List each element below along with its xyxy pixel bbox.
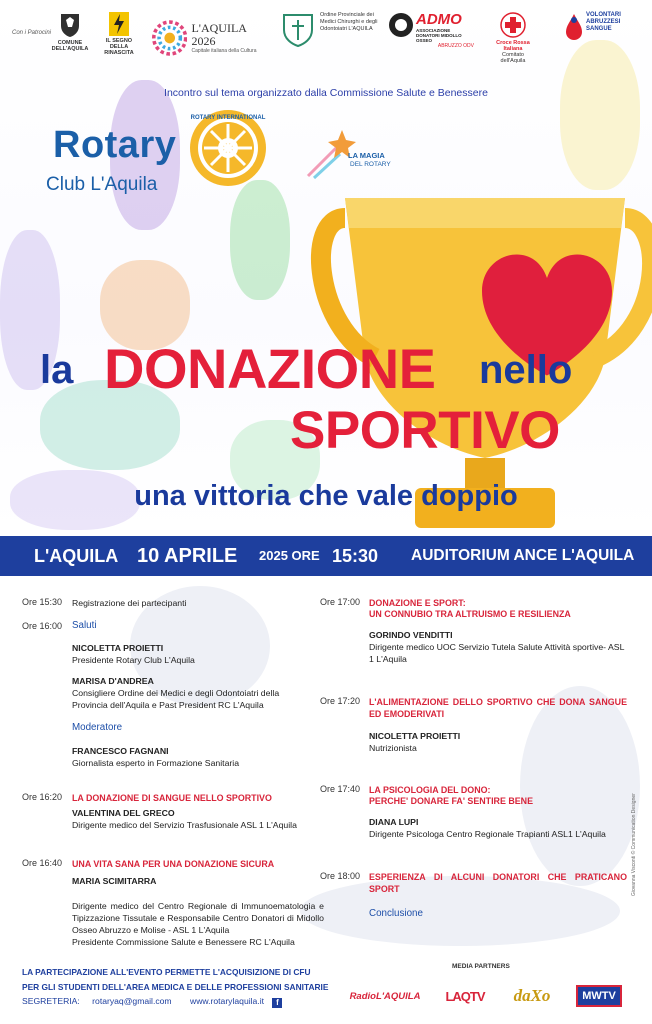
speaker-name: VALENTINA DEL GRECO [72, 808, 175, 818]
media-logo-mw-tv: MWTV [570, 978, 628, 1014]
patronage-label: Con i Patrocini [12, 30, 52, 36]
logo-croce-rossa: Croce Rossa Italiana Comitato dell'Aquila [490, 12, 536, 64]
logo-volontari-abruzzesi: VOLONTARI ABRUZZESI SANGUE [564, 12, 648, 64]
time-1530: Ore 15:30 [22, 597, 63, 607]
media-logo-daxo: daXo [513, 986, 551, 1005]
admo-circle-icon [388, 12, 414, 38]
title-sportivo: SPORTIVO [290, 401, 560, 460]
speaker-name: MARISA D'ANDREA [72, 676, 154, 686]
speaker-name: NICOLETTA PROIETTI [369, 731, 461, 741]
title-la: la [40, 348, 74, 392]
item-registration: Registrazione dei partecipanti [72, 598, 187, 608]
rotary-name: Rotary [53, 124, 177, 166]
medical-shield-icon [280, 12, 316, 48]
logo-aquila-2026: L'AQUILA 2026 Capitale italiana della Cultura [152, 12, 264, 64]
speaker-name: NICOLETTA PROIETTI [72, 643, 164, 653]
speaker-name: GORINDO VENDITTI [369, 630, 453, 640]
logo-comune-aquila: COMUNE DELL'AQUILA [48, 12, 92, 64]
talk-title: UNA VITA SANA PER UNA DONAZIONE SICURA [72, 859, 275, 869]
media-partners-label: MEDIA PARTNERS [452, 963, 510, 970]
cfu-notice: LA PARTECIPAZIONE ALL'EVENTO PERMETTE L'ACQUISIZIONE DI CFU PER GLI STUDENTI DELL'AREA MEDICA E DELLE PROFESSIONI SANITARIE [22, 967, 329, 992]
speaker-name: DIANA LUPI [369, 817, 419, 827]
speaker-role: Nutrizionista [369, 743, 417, 753]
banner-venue: AUDITORIUM ANCE L'AQUILA [411, 547, 635, 564]
speaker-role: Dirigente medico del Centro Regionale di Immunoematologia e Tipizzazione Tissutale e Responsabile Centro Donatori di Midollo Osseo Abruzzo e Molise - ASL 1 L'Aquila [72, 901, 324, 935]
moderator-label: Moderatore [72, 722, 123, 733]
magia-title: LA MAGIA [348, 151, 385, 160]
talk-title: ESPERIENZA DI ALCUNI DONATORI CHE PRATICANO SPORT [369, 872, 627, 894]
blood-drop-figure-icon [564, 12, 584, 42]
speaker-role: Dirigente medico UOC Servizio Tutela Salute Attività sportive- ASL 1 L'Aquila [369, 642, 625, 664]
rotary-wheel-icon [188, 108, 268, 188]
secretariat-label: SEGRETERIA: [22, 996, 80, 1006]
rotary-club-name: Club L'Aquila [46, 174, 158, 195]
colorful-mandala-icon [152, 18, 187, 58]
media-logo-radio-laquila: RadioL'AQUILA [349, 990, 421, 1002]
red-cross-icon [500, 12, 526, 38]
time-1640: Ore 16:40 [22, 858, 63, 868]
talk-title: DONAZIONE E SPORT: [369, 598, 466, 608]
title-nello: nello [479, 348, 573, 392]
footer [0, 960, 652, 1024]
secretariat-email[interactable]: rotaryaq@gmail.com [92, 996, 172, 1006]
talk-title: LA PSICOLOGIA DEL DONO: [369, 785, 491, 795]
talk-title-2: UN CONNUBIO TRA ALTRUISMO E RESILIENZA [369, 609, 571, 619]
media-logo-laq-tv: LAQTV [445, 988, 485, 1004]
banner-year: 2025 ORE [259, 548, 320, 563]
sport-silhouette-green [230, 180, 290, 300]
banner-time: 15:30 [332, 546, 379, 566]
speaker-role-2: Presidente Commissione Salute e Benessere RC L'Aquila [72, 937, 295, 947]
time-1620: Ore 16:20 [22, 792, 63, 802]
date-banner [0, 536, 652, 576]
logo-admo: ADMO ASSOCIAZIONE DONATORI MIDOLLO OSSEO ABRUZZO ODV [388, 12, 478, 64]
designer-credit: Giovanna Visconti © Communication Designer [631, 793, 637, 896]
time-1800: Ore 18:00 [320, 871, 361, 881]
lightning-mark-icon [109, 12, 129, 36]
talk-title: L'ALIMENTAZIONE DELLO SPORTIVO CHE DONA SANGUE ED EMODERIVATI [369, 697, 627, 719]
speaker-name: MARIA SCIMITARRA [72, 876, 157, 886]
speaker-role: Giornalista esperto in Formazione Sanitaria [72, 758, 240, 768]
talk-title: LA DONAZIONE DI SANGUE NELLO SPORTIVO [72, 793, 272, 803]
time-1700: Ore 17:00 [320, 597, 361, 607]
item-saluti: Saluti [72, 620, 97, 631]
closing-label: Conclusione [369, 908, 423, 919]
time-1740: Ore 17:40 [320, 784, 361, 794]
logo-segno-rinascita: IL SEGNO DELLA RINASCITA [100, 12, 138, 64]
time-1600: Ore 16:00 [22, 621, 63, 631]
facebook-icon[interactable]: f [272, 998, 282, 1008]
banner-city: L'AQUILA [34, 546, 119, 566]
talk-title-2: PERCHE' DONARE FA' SENTIRE BENE [369, 796, 533, 806]
organizer-line: Incontro sul tema organizzato dalla Commissione Salute e Benessere [164, 87, 488, 99]
banner-day: 10 APRILE [137, 545, 238, 567]
time-1720: Ore 17:20 [320, 696, 361, 706]
svg-text:ROTARY INTERNATIONAL: ROTARY INTERNATIONAL [190, 115, 266, 121]
speaker-role: Dirigente medico del Servizio Trasfusionale ASL 1 L'Aquila [72, 820, 297, 830]
speaker-role: Presidente Rotary Club L'Aquila [72, 655, 195, 665]
event-subtitle: una vittoria che vale doppio [134, 480, 518, 512]
secretariat-line [22, 996, 282, 1008]
magia-subtitle: DEL ROTARY [350, 161, 391, 168]
coat-of-arms-icon [60, 12, 80, 38]
speaker-role: Dirigente Psicologa Centro Regionale Trapianti ASL1 L'Aquila [369, 829, 606, 839]
website-link[interactable]: www.rotarylaquila.it [189, 996, 265, 1006]
programme-section [0, 576, 652, 960]
speaker-name: FRANCESCO FAGNANI [72, 746, 169, 756]
title-donazione: DONAZIONE [104, 337, 436, 400]
logo-ordine-medici: Ordine Provinciale dei Medici Chirurghi e degli Odontoiatri L'AQUILA [280, 12, 380, 64]
speaker-role: Consigliere Ordine dei Medici e degli Odontoiatri della Provincia dell'Aquila e Past President RC L'Aquila [72, 688, 280, 710]
